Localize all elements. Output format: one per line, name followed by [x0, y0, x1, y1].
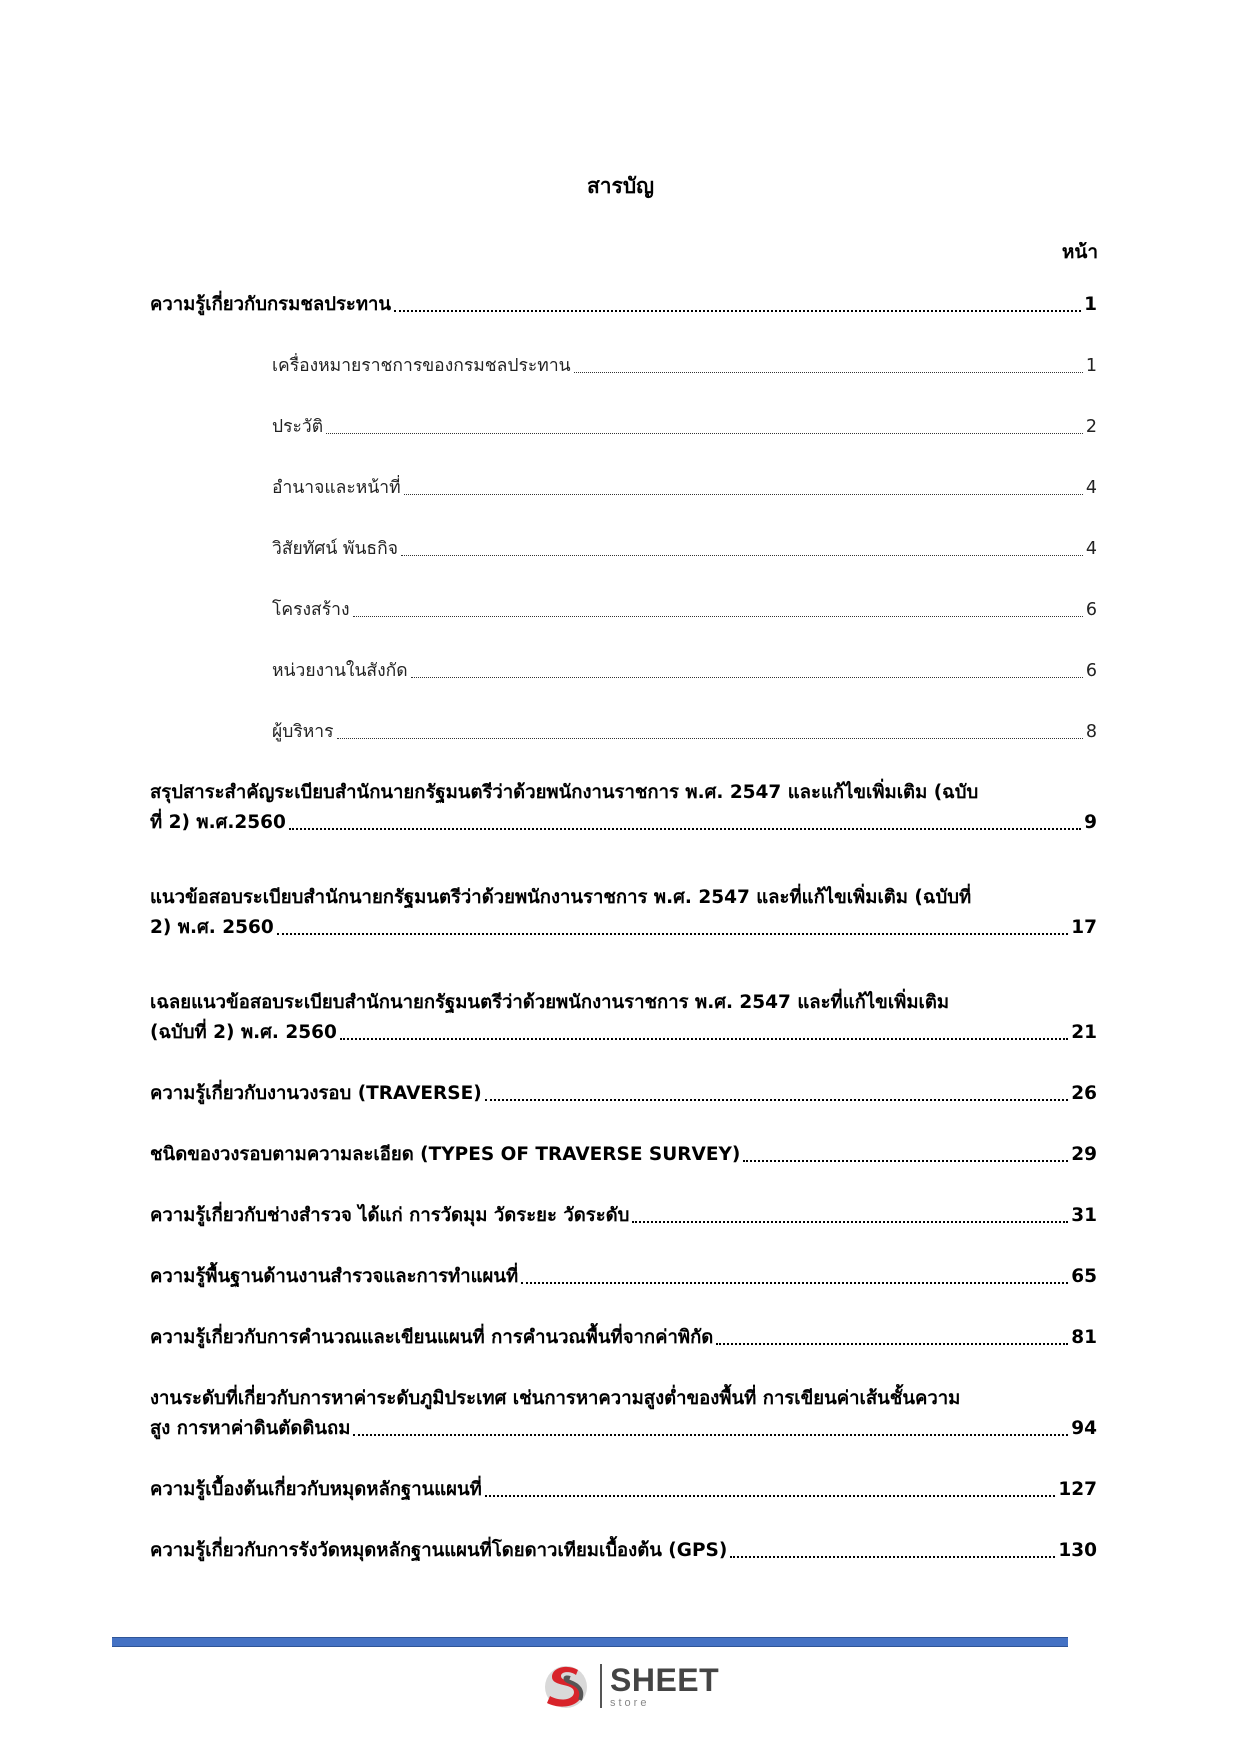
- toc-entry-title: ความรู้พื้นฐานด้านงานสำรวจและการทำแผนที่: [150, 1266, 519, 1287]
- toc-entry[interactable]: [150, 1079, 1097, 1109]
- toc-entry-title: ที่ 2) พ.ศ.2560: [150, 812, 286, 833]
- table-of-contents: [150, 290, 1097, 1566]
- toc-entry-page: 127: [1058, 1479, 1097, 1500]
- toc-entry-title: ความรู้เกี่ยวกับการคำนวณและเขียนแผนที่ การคำนวณพื้นที่จากค่าพิกัด: [150, 1327, 714, 1348]
- toc-entry-page: 6: [1085, 661, 1097, 681]
- sheet-store-s-icon: [540, 1660, 594, 1712]
- dot-leader: [401, 555, 1083, 556]
- dot-leader: [411, 677, 1083, 678]
- toc-entry-page: 8: [1085, 722, 1097, 742]
- toc-entry-page: 21: [1071, 1022, 1097, 1043]
- logo-text: [610, 1661, 720, 1709]
- toc-entry-page: 1: [1084, 294, 1097, 315]
- toc-subentry[interactable]: [150, 656, 1097, 686]
- toc-entry-title: (ฉบับที่ 2) พ.ศ. 2560: [150, 1022, 337, 1043]
- toc-entry-title-line1: งานระดับที่เกี่ยวกับการหาค่าระดับภูมิประเทศ เช่นการหาความสูงต่ำของพื้นที่ การเขียนค่าเส้นชั้นความ: [150, 1388, 961, 1409]
- toc-subentry[interactable]: [150, 717, 1097, 747]
- dot-leader: [743, 1160, 1068, 1162]
- toc-entry[interactable]: [150, 1475, 1097, 1505]
- toc-entry-page: 1: [1085, 356, 1097, 376]
- toc-entry-title-line1: แนวข้อสอบระเบียบสำนักนายกรัฐมนตรีว่าด้วยพนักงานราชการ พ.ศ. 2547 และที่แก้ไขเพิ่มเติม (ฉบับที่: [150, 887, 972, 908]
- toc-entry-page: 65: [1071, 1266, 1097, 1287]
- dot-leader: [574, 372, 1083, 373]
- toc-entry[interactable]: [150, 1201, 1097, 1231]
- dot-leader: [326, 433, 1083, 434]
- toc-entry-page: 17: [1071, 917, 1097, 938]
- toc-entry-title: 2) พ.ศ. 2560: [150, 917, 274, 938]
- toc-entry-title: ความรู้เกี่ยวกับงานวงรอบ (TRAVERSE): [150, 1083, 482, 1104]
- dot-leader: [632, 1221, 1068, 1223]
- toc-entry-title: ผู้บริหาร: [272, 722, 334, 742]
- toc-entry-title: อำนาจและหน้าที่: [272, 478, 401, 498]
- toc-entry-page: 81: [1071, 1327, 1097, 1348]
- toc-entry-page: 4: [1085, 539, 1097, 559]
- toc-entry-page: 4: [1085, 478, 1097, 498]
- toc-entry-page: 130: [1058, 1540, 1097, 1561]
- page-column-label: หน้า: [1061, 241, 1098, 263]
- dot-leader: [337, 738, 1083, 739]
- footer-logo: [540, 1660, 719, 1712]
- dot-leader: [353, 616, 1083, 617]
- dot-leader: [277, 933, 1069, 935]
- toc-entry-title: โครงสร้าง: [272, 600, 350, 620]
- toc-entry[interactable]: [150, 290, 1097, 320]
- toc-entry-title: วิสัยทัศน์ พันธกิจ: [272, 539, 398, 559]
- dot-leader: [730, 1556, 1055, 1558]
- toc-entry[interactable]: [150, 1262, 1097, 1292]
- footer-rule: [112, 1637, 1068, 1647]
- toc-subentry[interactable]: [150, 473, 1097, 503]
- toc-entry-page: 29: [1071, 1144, 1097, 1165]
- toc-entry-page: 31: [1071, 1205, 1097, 1226]
- toc-entry-page: 26: [1071, 1083, 1097, 1104]
- dot-leader: [485, 1495, 1056, 1497]
- dot-leader: [485, 1099, 1069, 1101]
- toc-entry-page: 2: [1085, 417, 1097, 437]
- toc-entry[interactable]: [150, 1323, 1097, 1353]
- toc-entry-title-line1: สรุปสาระสำคัญระเบียบสำนักนายกรัฐมนตรีว่าด้วยพนักงานราชการ พ.ศ. 2547 และแก้ไขเพิ่มเติม (ฉบับ: [150, 782, 979, 803]
- toc-entry-title: ความรู้เกี่ยวกับช่างสำรวจ ได้แก่ การวัดมุม วัดระยะ วัดระดับ: [150, 1205, 630, 1226]
- dot-leader: [716, 1343, 1068, 1345]
- toc-entry[interactable]: [150, 1140, 1097, 1170]
- toc-entry[interactable]: [150, 988, 1097, 1048]
- toc-entry[interactable]: [150, 1536, 1097, 1566]
- dot-leader: [404, 494, 1083, 495]
- toc-entry-title: ความรู้เกี่ยวกับการรังวัดหมุดหลักฐานแผนที่โดยดาวเทียมเบื้องต้น (GPS): [150, 1540, 728, 1561]
- toc-entry-page: 9: [1084, 812, 1097, 833]
- toc-entry-title: เครื่องหมายราชการของกรมชลประทาน: [272, 356, 571, 376]
- dot-leader: [340, 1038, 1068, 1040]
- toc-subentry[interactable]: [150, 412, 1097, 442]
- toc-subentry[interactable]: [150, 595, 1097, 625]
- toc-entry-page: 6: [1085, 600, 1097, 620]
- toc-entry[interactable]: [150, 883, 1097, 943]
- toc-entry[interactable]: [150, 778, 1097, 838]
- dot-leader: [289, 828, 1081, 830]
- toc-entry-title-line1: เฉลยแนวข้อสอบระเบียบสำนักนายกรัฐมนตรีว่าด้วยพนักงานราชการ พ.ศ. 2547 และที่แก้ไขเพิ่มเติม: [150, 992, 950, 1013]
- toc-entry-title: ความรู้เบื้องต้นเกี่ยวกับหมุดหลักฐานแผนที่: [150, 1479, 482, 1500]
- dot-leader: [353, 1434, 1068, 1436]
- logo-word: SHEET: [610, 1661, 720, 1698]
- logo-divider: [600, 1664, 602, 1708]
- logo-subword: store: [610, 1696, 650, 1709]
- toc-entry-title: สูง การหาค่าดินตัดดินถม: [150, 1418, 351, 1439]
- toc-entry-title: ความรู้เกี่ยวกับกรมชลประทาน: [150, 294, 392, 315]
- dot-leader: [521, 1282, 1068, 1284]
- toc-subentry[interactable]: [150, 351, 1097, 381]
- toc-entry-title: ชนิดของวงรอบตามความละเอียด (TYPES OF TRAVERSE SURVEY): [150, 1144, 741, 1165]
- toc-entry-title: หน่วยงานในสังกัด: [272, 661, 408, 681]
- toc-entry-page: 94: [1071, 1418, 1097, 1439]
- toc-entry-title: ประวัติ: [272, 417, 324, 437]
- toc-entry[interactable]: [150, 1384, 1097, 1444]
- page-title: สารบัญ: [586, 174, 655, 198]
- dot-leader: [394, 310, 1081, 312]
- toc-subentry[interactable]: [150, 534, 1097, 564]
